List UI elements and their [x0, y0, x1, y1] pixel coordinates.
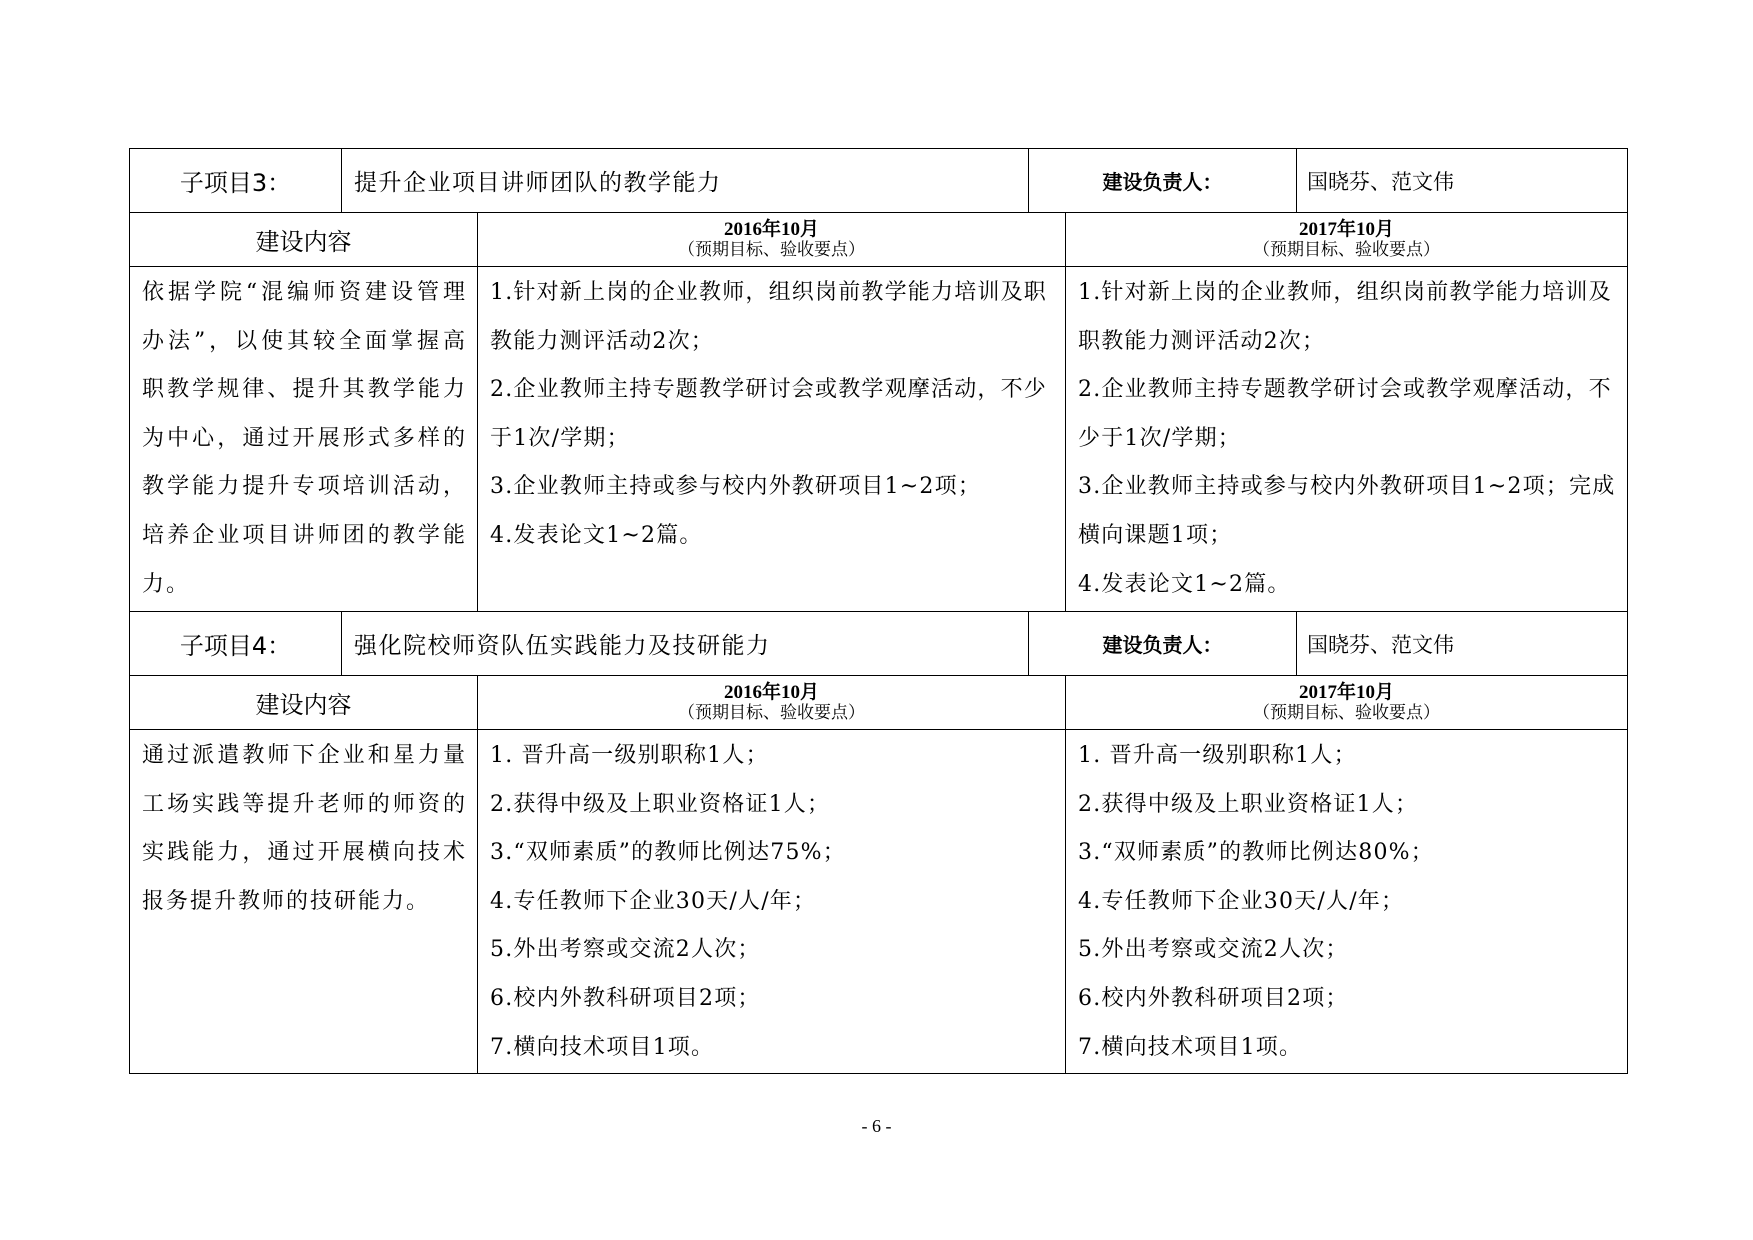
- goal-item: 1. 晋升高一级别职称1人；: [1078, 743, 1357, 768]
- year-sublabel: （预期目标、验收要点）: [1253, 702, 1440, 723]
- year-label: 2016年10月: [723, 218, 819, 240]
- project-3-description: 依据学院“混编师资建设管理办法”，以使其较全面掌握高职教学规律、提升其教学能力为中心，通过开展形式多样的教学能力提升专项培训活动，培养企业项目讲师团的教学能力。: [142, 280, 467, 597]
- project-3-goals-2017: [1066, 267, 1627, 609]
- project-4-title: 强化院校师资队伍实践能力及技研能力: [342, 612, 1029, 676]
- goal-item: 3.企业教师主持或参与校内外教研项目1~2项；: [490, 474, 982, 500]
- year-label: 2017年10月: [1298, 681, 1394, 703]
- goal-item: 5.外出考察或交流2人次；: [1078, 937, 1349, 963]
- goal-item: 6.校内外教科研项目2项；: [1078, 985, 1349, 1011]
- goal-item: 7.横向技术项目1项。: [490, 1034, 715, 1060]
- goal-item: 2.获得中级及上职业资格证1人；: [1078, 791, 1419, 817]
- goal-item: 3.企业教师主持或参与校内外教研项目1~2项；完成横向课题1项；: [1078, 474, 1616, 548]
- project-3-content-header: 建设内容: [130, 213, 478, 267]
- project-3-content-row: [130, 267, 1628, 612]
- project-4-goals-2017-cell: [1066, 730, 1628, 1074]
- project-4-leader-names: 国晓芬、范文伟: [1297, 612, 1628, 676]
- project-4-goals-2016: [478, 730, 1065, 1072]
- goal-item: 1.针对新上岗的企业教师，组织岗前教学能力培训及职教能力测评活动2次；: [490, 280, 1047, 354]
- year-sublabel: （预期目标、验收要点）: [1253, 239, 1440, 260]
- year-label: 2017年10月: [1298, 218, 1394, 240]
- project-3-goals-2016: [478, 267, 1065, 561]
- year-sublabel: （预期目标、验收要点）: [678, 239, 865, 260]
- project-3-goals-2016-cell: [478, 267, 1066, 612]
- goal-item: 4.专任教师下企业30天/人/年；: [490, 888, 817, 914]
- goal-item: 4.发表论文1~2篇。: [1078, 571, 1291, 597]
- project-4-label: 子项目4：: [130, 612, 342, 676]
- project-3-description-cell: [130, 267, 478, 612]
- project-table: [129, 148, 1628, 1074]
- project-4-description: 通过派遣教师下企业和星力量工场实践等提升老师的师资的实践能力，通过开展横向技术报务提升教师的技研能力。: [142, 743, 467, 914]
- goal-item: 4.专任教师下企业30天/人/年；: [1078, 888, 1405, 914]
- page-number: - 6 -: [861, 1116, 892, 1136]
- goal-item: 2.企业教师主持专题教学研讨会或教学观摩活动，不少于1次/学期；: [490, 377, 1047, 451]
- project-4-content-header: 建设内容: [130, 676, 478, 730]
- project-4-col-2017: [1066, 676, 1628, 730]
- project-3-header-row: [130, 149, 1628, 213]
- project-3-column-header-row: [130, 213, 1628, 267]
- project-4-content-row: [130, 730, 1628, 1074]
- project-3-label: 子项目3：: [130, 149, 342, 213]
- goal-item: 1. 晋升高一级别职称1人；: [490, 743, 769, 768]
- project-4-leader-label: 建设负责人：: [1029, 612, 1297, 676]
- project-4-col-2016: [478, 676, 1066, 730]
- goal-item: 7.横向技术项目1项。: [1078, 1034, 1303, 1060]
- goal-item: 2.获得中级及上职业资格证1人；: [490, 791, 831, 817]
- project-4-goals-2016-cell: [478, 730, 1066, 1074]
- project-4-header-row: [130, 612, 1628, 676]
- project-3-leader-names: 国晓芬、范文伟: [1297, 149, 1628, 213]
- project-4-column-header-row: [130, 676, 1628, 730]
- project-4-description-cell: [130, 730, 478, 1074]
- goal-item: 6.校内外教科研项目2项；: [490, 985, 761, 1011]
- project-3-goals-2017-cell: [1066, 267, 1628, 612]
- goal-item: 1.针对新上岗的企业教师，组织岗前教学能力培训及职教能力测评活动2次；: [1078, 280, 1612, 354]
- year-label: 2016年10月: [723, 681, 819, 703]
- project-3-leader-label: 建设负责人：: [1029, 149, 1297, 213]
- project-3-title: 提升企业项目讲师团队的教学能力: [342, 149, 1029, 213]
- goal-item: 2.企业教师主持专题教学研讨会或教学观摩活动，不少于1次/学期；: [1078, 377, 1612, 451]
- goal-item: 3.“双师素质”的教师比例达80%；: [1078, 840, 1434, 866]
- goal-item: 5.外出考察或交流2人次；: [490, 937, 761, 963]
- project-3-col-2017: [1066, 213, 1628, 267]
- project-4-goals-2017: [1066, 730, 1627, 1072]
- goal-item: 3.“双师素质”的教师比例达75%；: [490, 840, 846, 866]
- year-sublabel: （预期目标、验收要点）: [678, 702, 865, 723]
- project-3-col-2016: [478, 213, 1066, 267]
- goal-item: 4.发表论文1~2篇。: [490, 522, 703, 548]
